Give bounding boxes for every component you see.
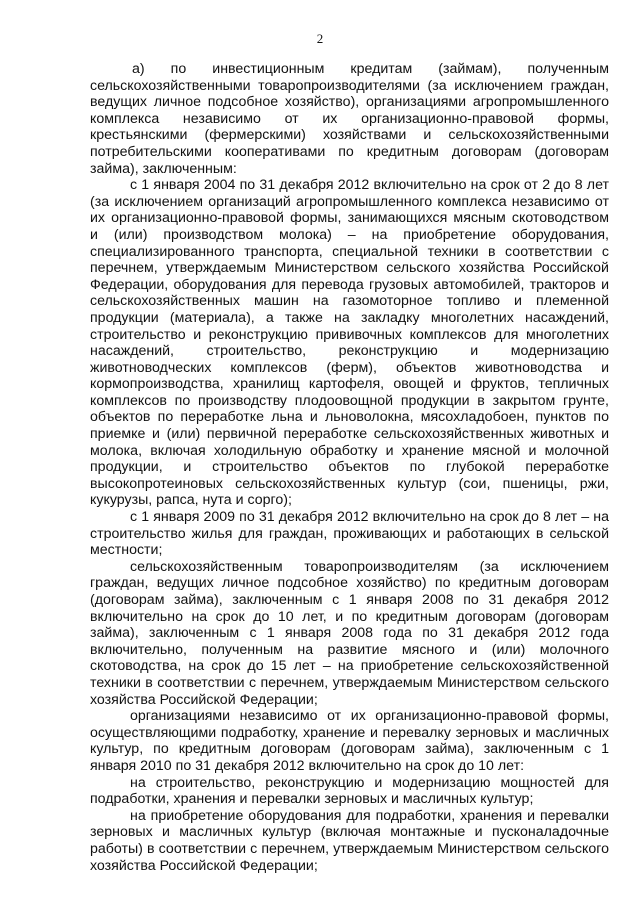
page-number: 2 bbox=[316, 31, 324, 46]
paragraph-agricultural-producers: сельскохозяйственным товаропроизводителям (за исключением граждан, ведущих личное подсобное хозяйство) по кредитным договорам (договорам займа), заключенным с 1 января 2008 по 31 декабря 2012 включительно на срок до 10 лет, и по кредитным договорам (договорам займа), заключенным с 1 января 2008 года по 31 декабря 2012 года включительно, полученным на развитие мясного и (или) молочного скотоводства, на срок до 15 лет – на приобретение сельскохозяйственной техники в соответствии с перечнем, утверждаемым Министерством сельского хозяйства Российской Федерации; bbox=[90, 558, 609, 708]
paragraph-a-investment-loans: а) по инвестиционным кредитам (займам), полученным сельскохозяйственными товаропроизводителями (за исключением граждан, ведущих личное подсобное хозяйство), организациями агропромышленного комплекса независимо от их организационно-правовой формы, крестьянскими (фермерскими) хозяйствами и сельскохозяйственными потребительскими кооперативами по кредитным договорам (договорам займа), заключенным: bbox=[90, 61, 609, 177]
paragraph-grain-organizations: организациями независимо от их организационно-правовой формы, осуществляющими подработку, хранение и перевалку зерновых и масличных культур, по кредитным договорам (договорам займа), заключенным с 1 января 2010 по 31 декабря 2012 включительно на срок до 10 лет: bbox=[90, 708, 609, 774]
paragraph-2004-2012-equipment: с 1 января 2004 по 31 декабря 2012 включительно на срок от 2 до 8 лет (за исключением организаций агропромышленного комплекса независимо от их организационно-правовой формы, занимающихся мясным скотоводством и (или) производством молока) – на приобретение оборудования, специализированного транспорта, специальной техники в соответствии с перечнем, утверждаемым Министерством сельского хозяйства Российской Федерации, оборудования для перевода грузовых автомобилей, тракторов и сельскохозяйственных машин на газомоторное топливо и племенной продукции (материала), а также на закладку многолетних насаждений, строительство и реконструкцию прививочных комплексов для многолетних насаждений, строительство, реконструкцию и модернизацию животноводческих комплексов (ферм), объектов животноводства и кормопроизводства, хранилищ картофеля, овощей и фруктов, тепличных комплексов по производству плодоовощной продукции в закрытом грунте, объектов по переработке льна и льноволокна, мясохладобоен, пунктов по приемке и (или) первичной переработке сельскохозяйственных животных и молока, включая холодильную обработку и хранение мясной и молочной продукции, и строительство объектов по глубокой переработке высокопротеиновых сельскохозяйственных культур (сои, пшеницы, ржи, кукурузы, рапса, нута и сорго); bbox=[90, 177, 609, 509]
document-body bbox=[90, 61, 609, 874]
paragraph-grain-equipment: на приобретение оборудования для подработки, хранения и перевалки зерновых и масличных культур (включая монтажные и пусконаладочные работы) в соответствии с перечнем, утверждаемым Министерством сельского хозяйства Российской Федерации; bbox=[90, 807, 609, 874]
paragraph-grain-construction: на строительство, реконструкцию и модернизацию мощностей для подработки, хранения и перевалки зерновых и масличных культур; bbox=[90, 774, 609, 808]
paragraph-2009-2012-housing: с 1 января 2009 по 31 декабря 2012 включительно на срок до 8 лет – на строительство жилья для граждан, проживающих и работающих в сельской местности; bbox=[90, 509, 609, 559]
